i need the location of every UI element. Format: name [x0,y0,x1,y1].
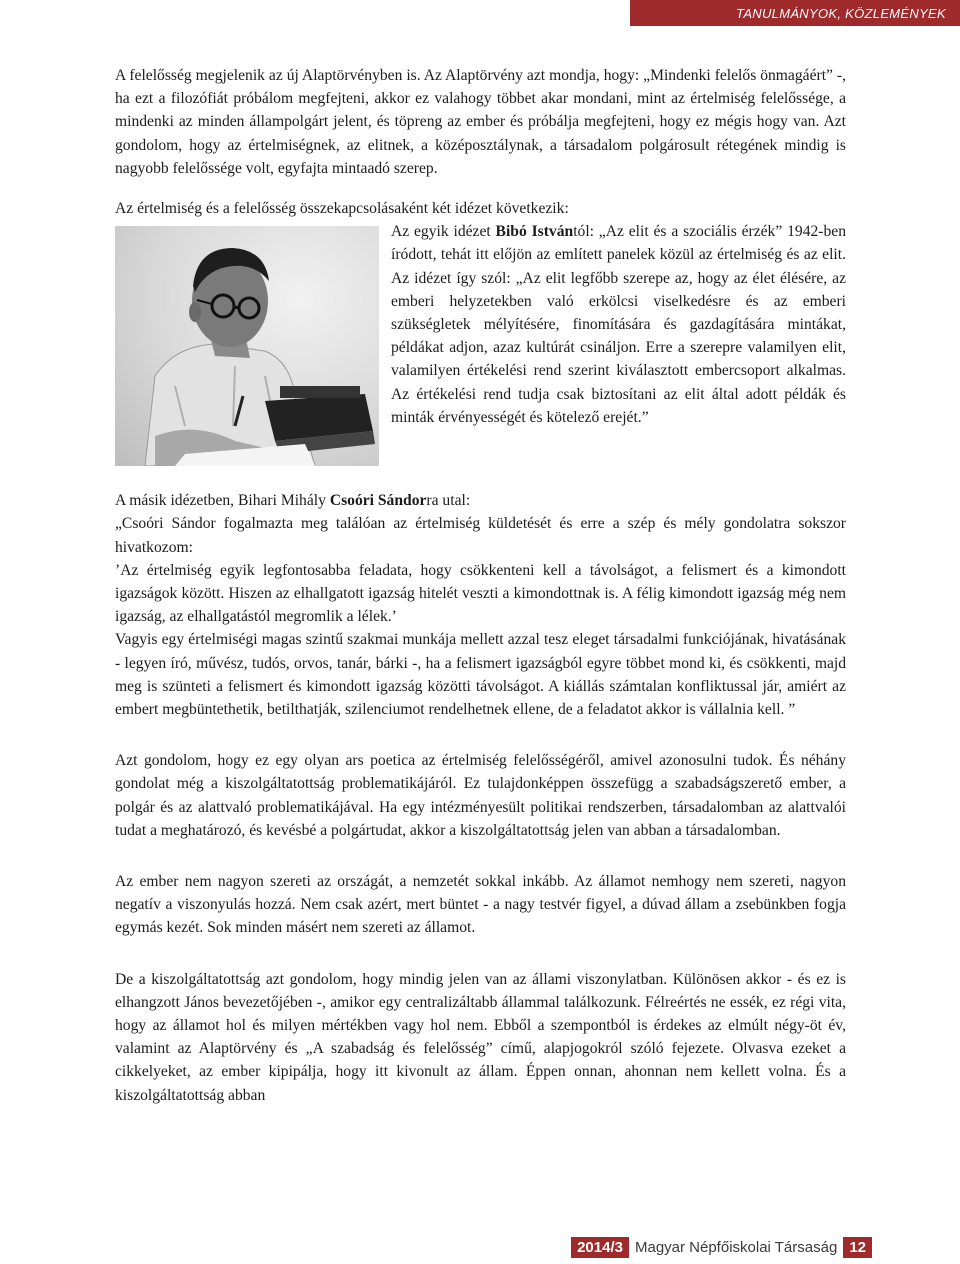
csoori-quote-line2: ’Az értelmiség egyik legfontosabba feladata, hogy csökkenteni kell a távolságot, a felismert és a kimondott igazságok között. Hiszen az elhallgatott igazság hitelét veszti a kimondottnak is. A félig kimondott igazság még nem igazság, az elhallgatástól megromlik a lélek.’ [115,561,846,626]
bibo-quote-block [115,220,846,472]
article-body [115,64,846,1107]
csoori-quote-line1: „Csoóri Sándor fogalmazta meg találóan az értelmiség küldetését és erre a szép és mély gondolatra sokszor hivatkozom: [115,515,846,556]
paragraph-state: Az ember nem nagyon szereti az országát, a nemzetét sokkal inkább. Az államot nemhogy nem szereti, nagyon negatív a viszonyulás hozzá. Nem csak azért, mert büntet - a nagy testvér figyel, a dúvad állam a zsebünkben fogja egymás kezét. Sok minden másért nem szereti az államot. [115,873,846,937]
paragraph-ars-poetica: Azt gondolom, hogy ez egy olyan ars poetica az értelmiség felelősségéről, amivel azonosulni tudok. És néhány gondolat még a kiszolgáltatottság problematikájáról. Ez tulajdonképpen összefügg a szabadságszerető ember, a polgár és az alattvaló problematikájával. Ha egy intézményesült politikai rendszerben, társadalomban az alattvalói tudat a meghatározó, és kevésbé a polgártudat, akkor a kiszolgáltatottság jelen van abban a társadalomban. [115,752,846,839]
bibo-name: Bibó István [495,223,574,241]
issue-badge: 2014/3 [571,1237,629,1258]
bibo-quote-lead: Az egyik idézet [391,223,496,241]
csoori-suffix: ra utal: [426,492,471,510]
section-title: TANULMÁNYOK, KÖZLEMÉNYEK [736,5,946,21]
author-photo [115,226,379,466]
portrait-illustration [115,226,379,466]
page-number: 12 [843,1237,872,1258]
csoori-intro [115,489,846,512]
page-footer [571,1237,872,1258]
paragraph-quotes-intro: Az értelmiség és a felelősség összekapcsolásaként két idézet következik: [115,200,569,218]
csoori-quote-line3: Vagyis egy értelmiségi magas szintű szakmai munkája mellett azzal tesz eleget társadalmi funkciójának, hivatásának - legyen író, művész, tudós, orvos, tanár, bárki -, ha a felismert igazságból egyre többet mond ki, és csökkenti, majd meg is szünteti a felismert és kimondott igazság közötti távolságot. A kiállás számtalan konfliktussal jár, amiért az embert megbüntethetik, betilthatják, szilenciumot rendelhetnek ellene, de a feladatot akkor is vállalnia kell. ” [115,631,846,719]
section-header-tab [630,0,960,26]
paragraph-vulnerability: De a kiszolgáltatottság azt gondolom, hogy mindig jelen van az állami viszonylatban. Különösen akkor - és ez is elhangzott János bevezetőjében -, amikor egy centralizáltabb állammal találkozunk. Félreértés ne essék, ez régi vita, hogy az államot hol és milyen mértékben vagy hol nem. Ebből a szempontból is érdekes az elmúlt négy-öt év, valamint az Alaptörvény és „A szabadság és felelősség” című, alapjogokról szóló fejezete. Olvasva ezeket a cikkelyeket, az ember kipipálja, hogy itt kivonult az állam. Éppen onnan, ahonnan nem kellett volna. És a kiszolgáltatottság abban [115,970,846,1104]
paragraph-intro: A felelősség megjelenik az új Alaptörvényben is. Az Alaptörvény azt mondja, hogy: „Mindenki felelős önmagáért” -, ha ezt a filozófiát próbálom megfejteni, akkor ez valahogy többet akar mondani, mint az értelmiség felelőssége, a mindenki az minden állampolgárt jelent, és töpreng az ember és próbálja megfejteni, hogy ez mégis hogy van. Azt gondolom, hogy az értelmiségnek, az elitnek, a középosztálynak, a társadalom polgárosult rétegének mindig is nagyobb felelőssége volt, egyfajta mintaadó szerep. [115,67,846,177]
csoori-name: Csoóri Sándor [329,492,427,510]
publisher-name: Magyar Népfőiskolai Társaság [634,1239,838,1256]
csoori-lead: A másik idézetben, Bihari Mihály [115,492,330,510]
bibo-quote-paragraph [391,220,846,429]
bibo-quote-text: tól: „Az elit és a szociális érzék” 1942-ben íródott, tehát itt előjön az említett panelek közül az értelmiség és az elit. Az idézet így szól: „Az elit legfőbb szerepe az, hogy az élet élésére, az emberi helyzetekben való erkölcsi viselkedésre és az emberi szükségletek mélyítésére, finomítására és gazdagítására mintákat, példákat adjon, azaz kultúrát csináljon. Erre a szerepre valamilyen elit, valamilyen értékelési rend szerint kiválasztott embercsoport alkalmas. Az értékelési rend tudja csak biztosítani az elit által adott példák és minták érvényességét és kötelező erejét.” [391,223,846,426]
